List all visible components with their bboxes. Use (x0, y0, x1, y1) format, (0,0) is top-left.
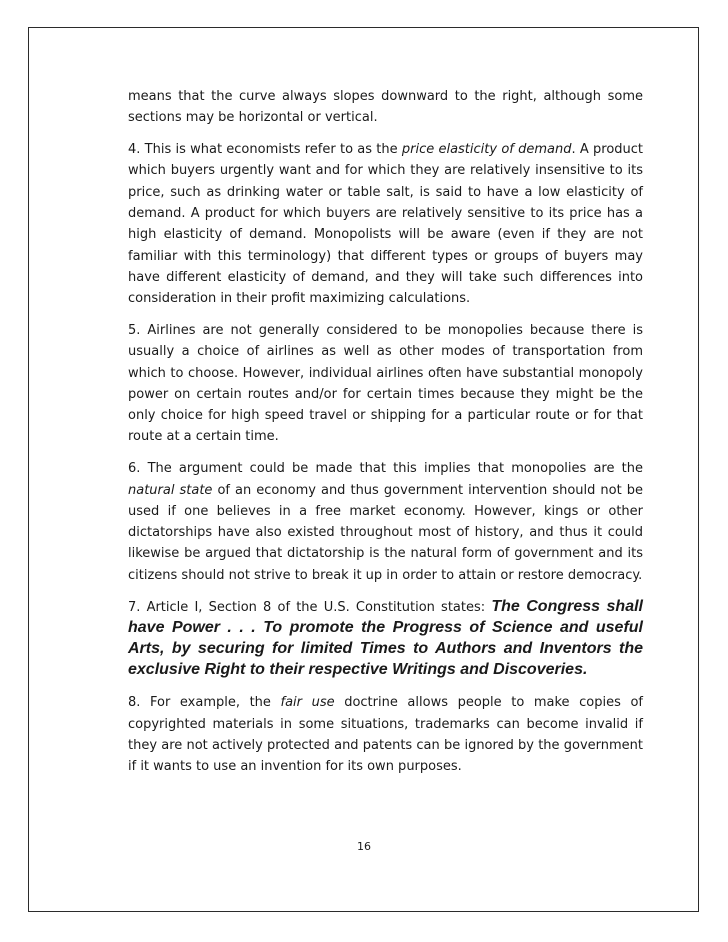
page-number: 16 (357, 840, 371, 853)
document-body (128, 86, 643, 788)
constitution-quote: The Congress shall have Power . . . To promote the Progress of Science and useful Arts, by securing for limited Times to Authors and Inventors the exclusive Right to their respective Writings and Discoveries. (128, 597, 643, 679)
note-4-text-start: 4. This is what economists refer to as the (128, 142, 402, 158)
note-7-text-start: 7. Article I, Section 8 of the U.S. Constitution states: (128, 599, 492, 615)
note-4-italic-term: price elasticity of demand (401, 142, 572, 158)
note-7-paragraph (128, 597, 643, 682)
note-4-paragraph (128, 139, 643, 309)
note-8-text-start: 8. For example, the (128, 695, 281, 711)
note-4-text-end: . A product which buyers urgently want and for which they are relatively insensitive to its price, such as drinking water or table salt, is said to have a low elasticity of demand. A product for which buyers are relatively sensitive to its price has a high elasticity of demand. Monopolists will be aware (even if they are not familiar with this terminology) that different types or groups of buyers may have different elasticity of demand, and they will take such differences into consideration in their profit maximizing calculations. (128, 142, 644, 307)
note-8-text-end: doctrine allows people to make copies of copyrighted materials in some situations, trademarks can become invalid if they are not actively protected and patents can be ignored by the government if it wants to use an invention for its own purposes. (128, 695, 643, 775)
note-5-text: 5. Airlines are not generally considered to be monopolies because there is usually a choice of airlines as well as other modes of transportation from which to choose. However, individual airlines often have substantial monopoly power on certain routes and/or for certain times because they might be the only choice for high speed travel or shipping for a particular route or for that route at a certain time. (128, 322, 643, 445)
note-5-paragraph (128, 320, 643, 448)
paragraph-text: means that the curve always slopes downward to the right, although some sections may be horizontal or vertical. (128, 89, 643, 126)
note-8-italic-term: fair use (280, 695, 335, 711)
note-6-italic-term: natural state (128, 482, 213, 498)
note-6-text-start: 6. The argument could be made that this implies that monopolies are the (128, 461, 643, 477)
note-6-paragraph (128, 458, 643, 586)
note-8-paragraph (128, 692, 643, 777)
paragraph-continuation (128, 86, 643, 129)
note-6-text-end: of an economy and thus government intervention should not be used if one believes in a free market economy. However, kings or other dictatorships have also existed throughout most of history, and thus it could likewise be argued that dictatorship is the natural form of government and its citizens should not strive to break it up in order to attain or restore democracy. (128, 482, 643, 583)
